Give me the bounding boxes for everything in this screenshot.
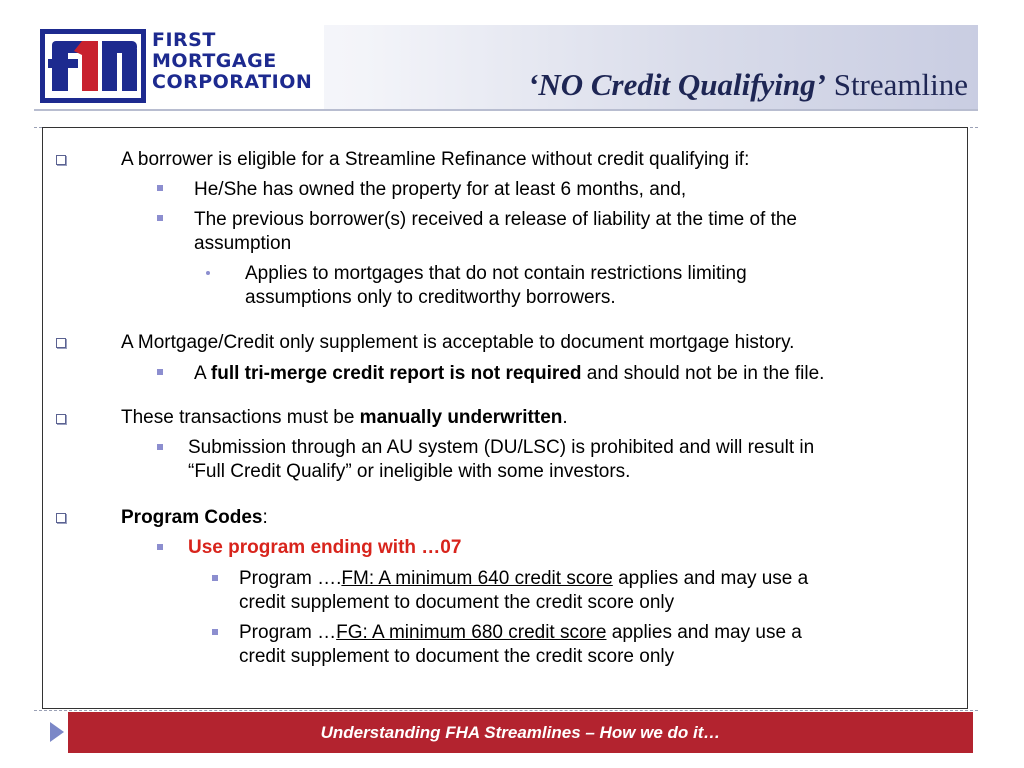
sub-bullet-release-line1: The previous borrower(s) received a release of liability at the time of the [194, 209, 797, 230]
sub-bullet-au-line1: Submission through an AU system (DU/LSC) is prohibited and will result in [188, 437, 815, 458]
logo-line-1: FIRST [152, 29, 216, 51]
square-bullet-icon [157, 369, 163, 375]
program-fm-line1 [239, 567, 808, 591]
square-bullet-icon [157, 215, 163, 221]
bullet-manual-underwrite [121, 406, 568, 430]
bullet-credit-supplement: A Mortgage/Credit only supplement is acceptable to document mortgage history. [121, 332, 795, 353]
bullet-eligibility: A borrower is eligible for a Streamline Refinance without credit qualifying if: [121, 149, 750, 170]
sub-bullet-ownership: He/She has owned the property for at least 6 months, and, [194, 179, 687, 200]
tri-merge-bold: full tri-merge credit report is not required [210, 363, 582, 384]
footer-text: Understanding FHA Streamlines – How we do it… [320, 722, 721, 742]
tri-merge-a: A [194, 363, 206, 384]
footer-bar [68, 712, 973, 753]
company-name [152, 30, 322, 93]
square-bullet-icon [212, 629, 218, 635]
subsub-bullet-line2: assumptions only to creditworthy borrowers. [245, 287, 616, 308]
manual-post: . [562, 407, 568, 428]
title-emphasis: ‘NO Credit Qualifying’ [528, 67, 826, 102]
program-codes-colon: : [262, 507, 268, 528]
fg-pre: Program … [239, 622, 337, 643]
sub-bullet-au-line2: “Full Credit Qualify” or ineligible with some investors. [188, 461, 631, 482]
checkbox-bullet-icon [56, 155, 66, 165]
sub-bullet-ending-07: Use program ending with …07 [188, 537, 462, 558]
sub-bullet-tri-merge [194, 362, 824, 386]
square-bullet-icon [157, 444, 163, 450]
square-bullet-icon [212, 575, 218, 581]
program-fg-line1 [239, 621, 802, 645]
fg-underlined: FG: A minimum 680 credit score [336, 622, 607, 643]
triangle-arrow-icon [50, 722, 64, 742]
fm-underlined: FM: A minimum 640 credit score [341, 568, 613, 589]
fm-pre: Program …. [239, 568, 342, 589]
manual-pre: These transactions must be [121, 407, 355, 428]
fm-post: applies and may use a [612, 568, 809, 589]
f1-logo-mark-icon [40, 29, 146, 103]
checkbox-bullet-icon [56, 414, 66, 424]
bullet-program-codes [121, 506, 268, 530]
sub-bullet-release-line2: assumption [194, 233, 292, 254]
bottom-divider [34, 710, 978, 711]
fg-post: applies and may use a [606, 622, 802, 643]
logo-line-3: CORPORATION [152, 71, 313, 93]
program-codes-label: Program Codes [121, 507, 263, 528]
program-fg-line2: credit supplement to document the credit score only [239, 646, 675, 667]
manual-bold: manually underwritten [359, 407, 563, 428]
square-bullet-icon [157, 544, 163, 550]
program-fm-line2: credit supplement to document the credit score only [239, 592, 675, 613]
header-rule [34, 109, 978, 111]
checkbox-bullet-icon [56, 513, 66, 523]
slide-title [528, 67, 968, 103]
subsub-bullet-line1: Applies to mortgages that do not contain restrictions limiting [245, 263, 747, 284]
title-rest: Streamline [833, 67, 968, 102]
dot-bullet-icon [206, 271, 210, 275]
checkbox-bullet-icon [56, 338, 66, 348]
square-bullet-icon [157, 185, 163, 191]
tri-merge-rest: and should not be in the file. [586, 363, 825, 384]
logo-line-2: MORTGAGE [152, 50, 277, 72]
